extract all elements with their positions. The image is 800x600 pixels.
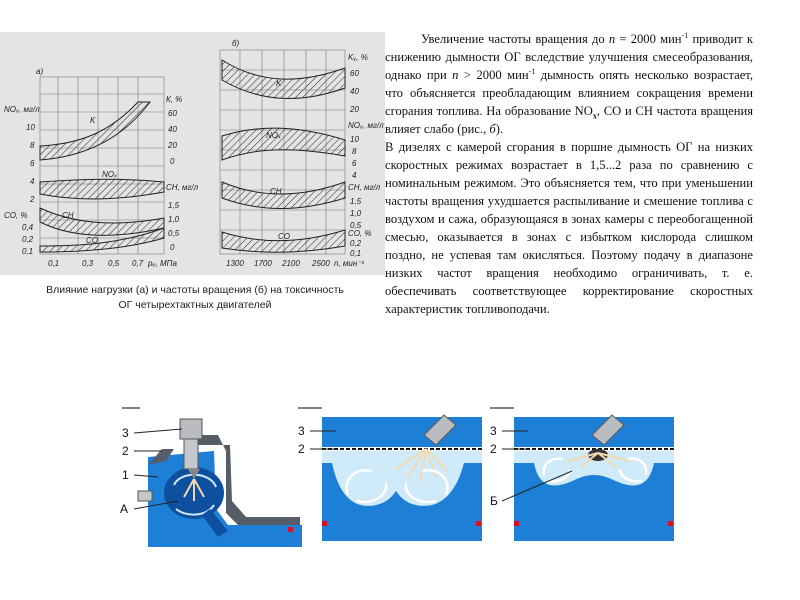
diagram3-label-b: Б <box>490 494 498 508</box>
toxicity-figure <box>0 32 385 275</box>
panel-a-curve-k <box>40 102 150 160</box>
panel-b-x-tick: 1300 <box>226 259 244 268</box>
paragraph-1: Увеличение частоты вращения до n = 2000 мин$^{-1}$ приводит к снижению дымности ОГ вследствие улучшения смесеобразования, однако при n > 2000 мин$^{-1}$ дымность опять несколько возрастает, что объясняется преобладающим влиянием сокращения времени сгорания топлива. На образование $NO_x$, CO и CH частота вращения влияет слабо (рис., б). <box>385 30 753 136</box>
panel-b-nox-tick: 6 <box>352 159 357 168</box>
diagram1-label-3: 3 <box>122 426 129 440</box>
panel-a-k-tick: 20 <box>168 141 177 150</box>
panel-b-ch-tick: 1,0 <box>350 209 362 218</box>
panel-a-curve-nox <box>40 179 164 199</box>
panel-b-nox-tick: 10 <box>350 135 359 144</box>
panel-b-x-label: n, мин⁻¹ <box>334 259 365 268</box>
panel-a-curve-ch <box>40 208 164 235</box>
panel-a-co-tick: 0,1 <box>22 247 34 256</box>
panel-b-x-tick: 1700 <box>254 259 272 268</box>
panel-b-nox-label: NOₓ, мг/л <box>348 121 384 130</box>
panel-b-curve-ch <box>222 182 345 209</box>
panel-b-k-tick: 40 <box>350 87 359 96</box>
figure-graphics <box>0 32 385 275</box>
panel-a-nox-tick: 10 <box>26 123 35 132</box>
panel-a-k-tick: 40 <box>168 125 177 134</box>
panel-a-nox-label: NOₓ, мг/л <box>4 105 40 114</box>
diagram1-label-a: А <box>120 502 129 516</box>
panel-b-nox-tick: 8 <box>352 147 357 156</box>
panel-b-co-label: СО, % <box>348 229 372 238</box>
paragraph-2: В дизелях с камерой сгорания в поршне дымность ОГ на низких скоростных режимах возрастает в 1,5...2 раза по сравнению с номинальным режимом. Это объясняется тем, что при уменьшении частоты вращения ухудшается распыливание и смешение топлива с воздухом и сажа, образующаяся в зонах камеры с переобогащенной смесью, оказывается в зонах с избытком кислорода слишком поздно, не успевая там окисляться. Поэтому подачу в диапазоне низких частот вращения необходимо ограничивать, т. е. обеспечивать соответствующее корректирование скоростных характеристик топливоподачи. <box>385 140 753 316</box>
diagram-shaped-chamber <box>488 405 678 557</box>
panel-b-curve-nox <box>222 128 345 160</box>
panel-a-label-ch: CH <box>62 211 74 220</box>
panel-a-ch-label: СН, мг/л <box>166 183 199 192</box>
diagram1-label-1: 1 <box>122 468 129 482</box>
panel-a-letter: а) <box>36 67 44 76</box>
panel-a-x-tick: 0,3 <box>82 259 94 268</box>
diagram2-label-2: 2 <box>298 442 305 456</box>
panel-b-ch-label: СН, мг/л <box>348 183 381 192</box>
panel-a-x-tick: 0,1 <box>48 259 60 268</box>
panel-b-letter: б) <box>232 39 240 48</box>
panel-a-nox-tick: 4 <box>30 177 35 186</box>
panel-a-x-tick: 0,5 <box>108 259 120 268</box>
panel-a-co-tick: 0,2 <box>22 235 34 244</box>
panel-a-x-tick: 0,7 <box>132 259 144 268</box>
figure-caption: Влияние нагрузки (а) и частоты вращения (б) на токсичность ОГ четырехтактных двигателей <box>46 284 344 311</box>
panel-b-curve-k <box>222 60 345 98</box>
panel-a-nox-tick: 8 <box>30 141 35 150</box>
panel-b-label-co: CO <box>278 232 290 241</box>
body-text <box>385 30 753 318</box>
panel-b-label-nox: NOₓ <box>266 131 282 140</box>
panel-b-co-tick: 0,1 <box>350 249 362 258</box>
panel-a-k-tick: 0 <box>170 157 175 166</box>
panel-a-label-k: K <box>90 116 96 125</box>
panel-a-k-tick: 60 <box>168 109 177 118</box>
panel-a-ch-tick: 1,5 <box>168 201 180 210</box>
panel-b-k-tick: 60 <box>350 69 359 78</box>
diagram3-label-3: 3 <box>490 424 497 438</box>
panel-a-ch-tick: 1,0 <box>168 215 180 224</box>
diagram1-label-2: 2 <box>122 444 129 458</box>
diagram2-label-3: 3 <box>298 424 305 438</box>
panel-b-co-tick: 0,2 <box>350 239 362 248</box>
panel-a-label-nox: NOₓ <box>102 170 118 179</box>
diagram3-label-2: 2 <box>490 442 497 456</box>
panel-a-x-label: pₑ, МПа <box>148 259 177 268</box>
panel-a-co-tick: 0,4 <box>22 223 34 232</box>
panel-a-co-label: СО, % <box>4 211 28 220</box>
diagram-open-chamber <box>296 405 486 557</box>
panel-a-nox-tick: 6 <box>30 159 35 168</box>
panel-b-label-ch: CH <box>270 187 282 196</box>
panel-b-x-tick: 2100 <box>282 259 300 268</box>
panel-a-label-co: CO <box>86 236 98 245</box>
panel-b-x-tick: 2500 <box>312 259 330 268</box>
panel-b-label-k: K <box>276 79 282 88</box>
panel-a-k-label: К, % <box>166 95 183 104</box>
panel-b-nox-tick: 4 <box>352 171 357 180</box>
panel-a-ch-tick: 0,5 <box>168 229 180 238</box>
panel-b-k-tick: 20 <box>350 105 359 114</box>
diagram-prechamber <box>118 405 310 557</box>
panel-a-ch-tick: 0 <box>170 243 175 252</box>
panel-a-nox-tick: 2 <box>30 195 35 204</box>
panel-b-ch-tick: 1,5 <box>350 197 362 206</box>
panel-b-k-label: Kᵧ, % <box>348 53 368 62</box>
panel-b-ch-tick: 0,5 <box>350 221 362 230</box>
